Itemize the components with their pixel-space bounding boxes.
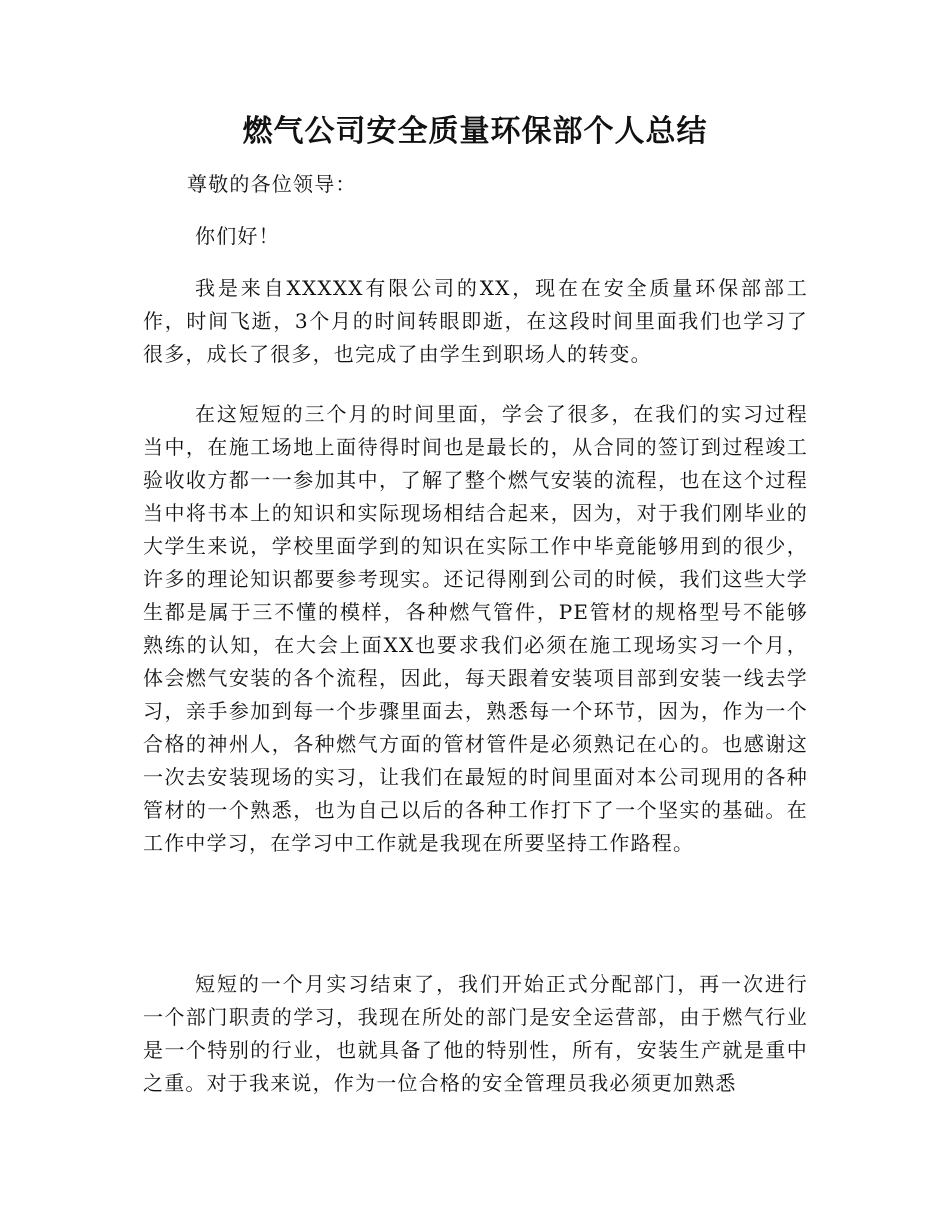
paragraph-internship: 在这短短的三个月的时间里面，学会了很多，在我们的实习过程当中，在施工场地上面待得时间也是最长的，从合同的签订到过程竣工验收收方都一一参加其中，了解了整个燃气安装的流程，也在这个过程当中将书本上的知识和实际现场相结合起来，因为，对于我们刚毕业的大学生来说，学校里面学到的知识在实际工作中毕竟能够用到的很少，许多的理论知识都要参考现实。还记得刚到公司的时候，我们这些大学生都是属于三不懂的模样，各种燃气管件，PE管材的规格型号不能够熟练的认知，在大会上面XX也要求我们必须在施工现场实习一个月，体会燃气安装的各个流程，因此，每天跟着安装项目部到安装一线去学习，亲手参加到每一个步骤里面去，熟悉每一个环节，因为，作为一个合格的神州人，各种燃气方面的管材管件是必须熟记在心的。也感谢这一次去安装现场的实习，让我们在最短的时间里面对本公司现用的各种管材的一个熟悉，也为自己以后的各种工作打下了一个坚实的基础。在工作中学习，在学习中工作就是我现在所要坚持工作路程。	[143, 402, 808, 855]
paragraph-introduction: 我是来自XXXXX有限公司的XX，现在在安全质量环保部部工作，时间飞逝，3个月的时间转眼即逝，在这段时间里面我们也学习了很多，成长了很多，也完成了由学生到职场人的转变。	[143, 276, 808, 366]
greeting: 你们好！	[195, 224, 280, 248]
salutation: 尊敬的各位领导：	[187, 172, 357, 196]
paragraph-department: 短短的一个月实习结束了，我们开始正式分配部门，再一次进行一个部门职责的学习，我现在所处的部门是安全运营部，由于燃气行业是一个特别的行业，也就具备了他的特别性，所有，安装生产就是重中之重。对于我来说，作为一位合格的安全管理员我必须更加熟悉	[143, 972, 808, 1095]
document-title: 燃气公司安全质量环保部个人总结	[242, 114, 708, 149]
